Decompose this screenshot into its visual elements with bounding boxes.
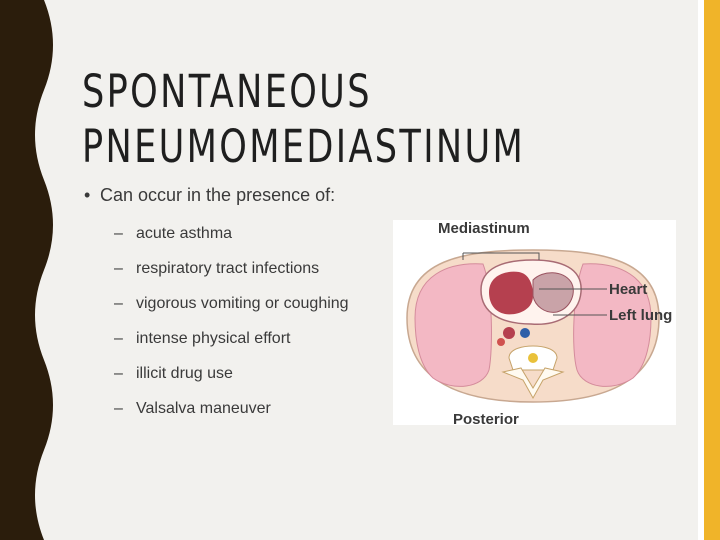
list-item	[114, 397, 374, 421]
label-heart: Heart	[609, 281, 648, 298]
list-item-text: Valsalva maneuver	[136, 400, 271, 417]
dash-marker: –	[114, 365, 123, 382]
mediastinum-cross-section	[393, 220, 676, 425]
title-line-2: PNEUMOMEDIASTINUM	[82, 120, 526, 174]
list-item-text: acute asthma	[136, 225, 233, 242]
decorative-wavy-border	[0, 0, 60, 540]
list-item-text: respiratory tract infections	[136, 260, 320, 277]
label-posterior: Posterior	[453, 411, 519, 425]
slide-title	[82, 64, 526, 174]
list-item	[114, 362, 374, 386]
main-bullet-text: Can occur in the presence of:	[100, 185, 336, 205]
dash-marker: –	[114, 330, 123, 347]
label-left-lung: Left lung	[609, 307, 673, 324]
list-item	[114, 222, 374, 246]
main-bullet	[84, 184, 374, 206]
list-item-text: vigorous vomiting or coughing	[136, 295, 349, 312]
accent-bar	[704, 0, 720, 540]
list-item	[114, 292, 374, 316]
list-item	[114, 257, 374, 281]
title-line-1: SPONTANEOUS	[82, 65, 372, 119]
list-item	[114, 327, 374, 351]
dash-marker: –	[114, 260, 123, 277]
sub-bullet-list	[84, 222, 374, 421]
dash-marker: –	[114, 400, 123, 417]
dash-marker: –	[114, 225, 123, 242]
list-item-text: intense physical effort	[136, 330, 291, 347]
label-mediastinum: Mediastinum	[438, 220, 530, 237]
bullet-marker: •	[84, 185, 91, 205]
dash-marker: –	[114, 295, 123, 312]
slide-body	[84, 184, 374, 432]
mediastinum-diagram	[393, 220, 676, 425]
list-item-text: illicit drug use	[136, 365, 233, 382]
